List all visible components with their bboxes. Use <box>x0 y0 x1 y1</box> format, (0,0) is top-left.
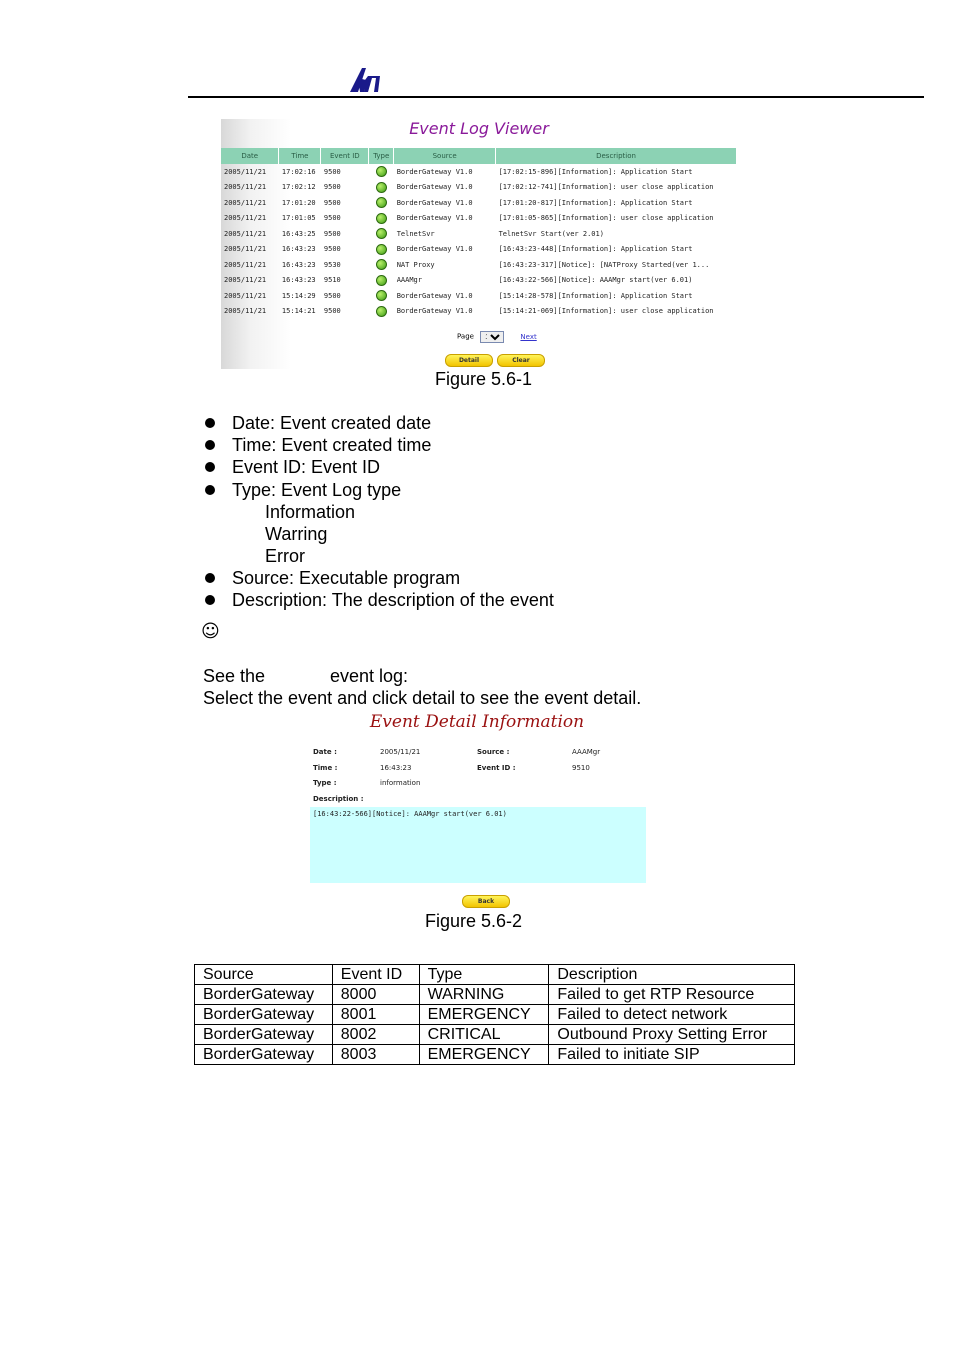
information-icon <box>376 290 387 301</box>
page-label: Page <box>457 332 474 341</box>
cell-time: 16:43:23 <box>281 260 316 269</box>
source-value: AAAMgr <box>572 748 601 756</box>
detail-title: Event Detail Information <box>369 712 585 732</box>
bullet-time: Time: Event created time <box>232 435 432 455</box>
bullet-icon <box>205 418 215 428</box>
type-information: Information <box>265 502 356 522</box>
cell-date: 2005/11/21 <box>224 291 267 300</box>
cell-description: [17:01:05-865][Information]: user close application <box>498 214 714 223</box>
table-row[interactable] <box>221 242 737 258</box>
header-event-id: Event ID <box>332 965 419 985</box>
back-button[interactable]: Back <box>462 895 510 908</box>
cell-date: 2005/11/21 <box>224 245 267 254</box>
cell-event-id: 9500 <box>323 214 341 223</box>
cell-date: 2005/11/21 <box>224 198 267 207</box>
header-description: Description <box>549 965 795 985</box>
cell-source: BorderGateway <box>195 1005 333 1025</box>
event-code-table <box>194 964 795 1065</box>
information-icon <box>376 228 387 239</box>
cell-date: 2005/11/21 <box>224 183 267 192</box>
table-row[interactable] <box>221 226 737 242</box>
time-value: 16:43:23 <box>380 764 412 772</box>
cell-time: 17:02:12 <box>281 183 316 192</box>
pager <box>457 331 537 343</box>
cell-source: BorderGateway <box>195 985 333 1005</box>
bullet-description: Description: The description of the event <box>232 590 554 610</box>
cell-event-id: 9500 <box>323 307 341 316</box>
bullet-date: Date: Event created date <box>232 413 432 433</box>
table-row[interactable] <box>221 288 737 304</box>
cell-description: TelnetSvr Start(ver 2.01) <box>498 229 604 238</box>
cell-date: 2005/11/21 <box>224 260 267 269</box>
page-select[interactable] <box>480 331 504 343</box>
event-id-value: 9510 <box>572 764 590 772</box>
cell-description: [17:02:15-896][Information]: Application Start <box>498 167 693 176</box>
cell-source: BorderGateway <box>195 1025 333 1045</box>
bullet-event-id: Event ID: Event ID <box>232 457 381 477</box>
cell-time: 17:01:20 <box>281 198 316 207</box>
cell-event-id: 9500 <box>323 229 341 238</box>
cell-type <box>369 257 394 273</box>
cell-description: [16:43:23-317][Notice]: [NATProxy Started(ver 1... <box>498 260 710 269</box>
bullet-icon <box>205 595 215 605</box>
information-icon <box>376 306 387 317</box>
cell-type <box>369 211 394 227</box>
date-label: Date : <box>313 748 337 756</box>
column-header-date[interactable]: Date <box>221 148 279 164</box>
cell-date: 2005/11/21 <box>224 167 267 176</box>
cell-type <box>369 195 394 211</box>
date-value: 2005/11/21 <box>380 748 421 756</box>
cell-event-id: 9500 <box>323 167 341 176</box>
cell-source: BorderGateway V1.0 <box>396 245 473 254</box>
see-suffix: event log: <box>330 666 409 686</box>
cell-source: BorderGateway V1.0 <box>396 291 473 300</box>
bullet-type: Type: Event Log type <box>232 480 402 500</box>
cell-description: Failed to get RTP Resource <box>549 985 795 1005</box>
information-icon <box>376 166 387 177</box>
bullet-icon <box>205 485 215 495</box>
table-row[interactable] <box>221 211 737 227</box>
cell-event-id: 8001 <box>332 1005 419 1025</box>
table-row[interactable] <box>221 257 737 273</box>
cell-event-id: 9530 <box>323 260 341 269</box>
cell-source: BorderGateway V1.0 <box>396 307 473 316</box>
cell-event-id: 8000 <box>332 985 419 1005</box>
cell-type <box>369 288 394 304</box>
table-row[interactable] <box>221 304 737 320</box>
table-row <box>195 1005 795 1025</box>
type-error: Error <box>265 546 305 566</box>
cell-date: 2005/11/21 <box>224 276 267 285</box>
bullet-icon <box>205 462 215 472</box>
cell-type: WARNING <box>419 985 549 1005</box>
smiley-icon: ☺ <box>201 621 220 642</box>
table-row <box>195 985 795 1005</box>
source-label: Source : <box>477 748 510 756</box>
cell-event-id: 9500 <box>323 291 341 300</box>
cell-time: 15:14:29 <box>281 291 316 300</box>
description-box: [16:43:22-566][Notice]: AAAMgr start(ver 6.01) <box>310 807 646 883</box>
cell-type <box>369 304 394 320</box>
information-icon <box>376 213 387 224</box>
type-label: Type : <box>313 779 337 787</box>
table-row[interactable] <box>221 273 737 289</box>
figure-caption-2: Figure 5.6-2 <box>425 911 523 931</box>
select-instruction: Select the event and click detail to see the event detail. <box>203 688 642 708</box>
column-header-time[interactable]: Time <box>279 148 321 164</box>
cell-source: AAAMgr <box>396 276 422 285</box>
cell-time: 16:43:23 <box>281 245 316 254</box>
cell-type: EMERGENCY <box>419 1045 549 1065</box>
event-detail-screenshot <box>307 712 647 912</box>
cell-event-id: 9510 <box>323 276 341 285</box>
table-row[interactable] <box>221 195 737 211</box>
table-row[interactable] <box>221 180 737 196</box>
cell-description: [16:43:23-448][Information]: Application Start <box>498 245 693 254</box>
event-id-label: Event ID : <box>477 764 516 772</box>
cell-event-id: 8003 <box>332 1045 419 1065</box>
header-rule <box>188 96 924 98</box>
viewer-title: Event Log Viewer <box>409 119 549 138</box>
event-log-viewer-screenshot <box>221 119 737 369</box>
header-type: Type <box>419 965 549 985</box>
cell-description: [15:14:21-069][Information]: user close application <box>498 307 714 316</box>
cell-type: CRITICAL <box>419 1025 549 1045</box>
table-row <box>195 1045 795 1065</box>
table-row <box>195 1025 795 1045</box>
cell-type: EMERGENCY <box>419 1005 549 1025</box>
cell-event-id: 9500 <box>323 245 341 254</box>
cell-source: NAT Proxy <box>396 260 435 269</box>
cell-description: Failed to detect network <box>549 1005 795 1025</box>
cell-description: [16:43:22-566][Notice]: AAAMgr start(ver 6.01) <box>498 276 693 285</box>
table-header-row <box>195 965 795 985</box>
cell-time: 17:02:16 <box>281 167 316 176</box>
cell-description: [15:14:28-578][Information]: Application Start <box>498 291 693 300</box>
information-icon <box>376 182 387 193</box>
cell-event-id: 8002 <box>332 1025 419 1045</box>
information-icon <box>376 244 387 255</box>
cell-description: [17:01:20-817][Information]: Application Start <box>498 198 693 207</box>
cell-type <box>369 273 394 289</box>
table-row[interactable] <box>221 164 737 180</box>
cell-source: BorderGateway V1.0 <box>396 167 473 176</box>
bullet-icon <box>205 573 215 583</box>
cell-event-id: 9500 <box>323 183 341 192</box>
cell-event-id: 9500 <box>323 198 341 207</box>
bullet-icon <box>205 440 215 450</box>
cell-time: 16:43:25 <box>281 229 316 238</box>
cell-type <box>369 180 394 196</box>
information-icon <box>376 275 387 286</box>
description-label: Description : <box>313 795 364 803</box>
figure-caption-1: Figure 5.6-1 <box>435 369 533 389</box>
header-source: Source <box>195 965 333 985</box>
type-warring: Warring <box>265 524 328 544</box>
cell-time: 15:14:21 <box>281 307 316 316</box>
cell-date: 2005/11/21 <box>224 214 267 223</box>
company-logo-icon <box>348 66 380 94</box>
cell-source: BorderGateway V1.0 <box>396 183 473 192</box>
cell-time: 16:43:23 <box>281 276 316 285</box>
cell-description: Outbound Proxy Setting Error <box>549 1025 795 1045</box>
cell-type <box>369 164 394 180</box>
cell-time: 17:01:05 <box>281 214 316 223</box>
cell-date: 2005/11/21 <box>224 229 267 238</box>
bullet-source: Source: Executable program <box>232 568 461 588</box>
cell-source: BorderGateway <box>195 1045 333 1065</box>
see-prefix: See the <box>203 666 266 686</box>
next-link[interactable]: Next <box>520 332 537 341</box>
cell-type <box>369 226 394 242</box>
cell-description: Failed to initiate SIP <box>549 1045 795 1065</box>
cell-source: BorderGateway V1.0 <box>396 214 473 223</box>
event-log-table <box>221 148 737 319</box>
type-value: information <box>380 779 421 787</box>
cell-description: [17:02:12-741][Information]: user close application <box>498 183 714 192</box>
column-header-source[interactable]: Source <box>394 148 496 164</box>
clear-button[interactable]: Clear <box>497 354 545 367</box>
cell-date: 2005/11/21 <box>224 307 267 316</box>
time-label: Time : <box>313 764 338 772</box>
column-header-event-id[interactable]: Event ID <box>321 148 369 164</box>
cell-source: BorderGateway V1.0 <box>396 198 473 207</box>
cell-type <box>369 242 394 258</box>
information-icon <box>376 197 387 208</box>
column-header-type[interactable]: Type <box>369 148 394 164</box>
event-log-header-row <box>221 148 737 164</box>
column-header-description[interactable]: Description <box>496 148 737 164</box>
information-icon <box>376 259 387 270</box>
detail-button[interactable]: Detail <box>445 354 493 367</box>
cell-source: TelnetSvr <box>396 229 435 238</box>
